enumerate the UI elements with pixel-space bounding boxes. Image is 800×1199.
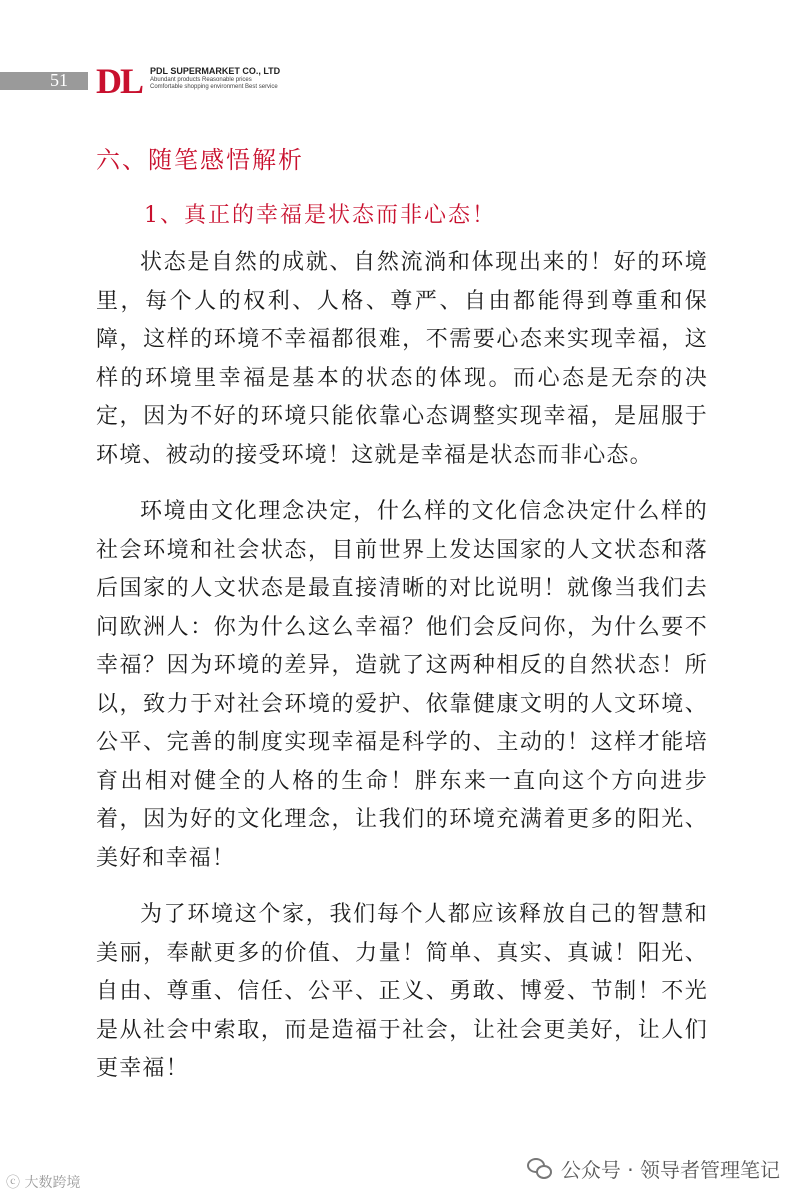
company-logo: DL <box>96 61 143 101</box>
body-text <box>96 244 708 1107</box>
watermark-left: ⓒ 大数跨境 <box>6 1175 81 1191</box>
watermark-right <box>527 1154 780 1183</box>
company-tagline-2: Comfortable shopping environment Best service <box>150 84 278 90</box>
watermark-right-text: 公众号 · 领导者管理笔记 <box>560 1158 780 1182</box>
page-number: 51 <box>50 70 68 90</box>
section-title: 六、随笔感悟解析 <box>96 146 304 174</box>
paragraph: 为了环境这个家，我们每个人都应该释放自己的智慧和美丽，奉献更多的价值、力量！简单、真实、真诚！阳光、自由、尊重、信任、公平、正义、勇敢、博爱、节制！不光是从社会中索取，而是造福于社会，让社会更美好，让人们更幸福！ <box>96 902 708 1081</box>
company-info <box>150 66 280 91</box>
paragraph: 环境由文化理念决定，什么样的文化信念决定什么样的社会环境和社会状态，目前世界上发达国家的人文状态和落后国家的人文状态是最直接清晰的对比说明！就像当我们去问欧洲人：你为什么这么幸福？他们会反问你，为什么要不幸福？因为环境的差异，造就了这两种相反的自然状态！所以，致力于对社会环境的爱护、依靠健康文明的人文环境、公平、完善的制度实现幸福是科学的、主动的！这样才能培育出相对健全的人格的生命！胖东来一直向这个方向进步着，因为好的文化理念，让我们的环境充满着更多的阳光、美好和幸福！ <box>96 499 708 871</box>
wechat-icon <box>527 1158 553 1180</box>
paragraph: 状态是自然的成就、自然流淌和体现出来的！好的环境里，每个人的权利、人格、尊严、自由都能得到尊重和保障，这样的环境不幸福都很难，不需要心态来实现幸福，这样的环境里幸福是基本的状态的体现。而心态是无奈的决定，因为不好的环境只能依靠心态调整实现幸福，是屈服于环境、被动的接受环境！这就是幸福是状态而非心态。 <box>96 250 708 468</box>
header-bar <box>0 72 88 90</box>
sub-title: 1、真正的幸福是状态而非心态！ <box>144 203 496 228</box>
company-tagline-1: Abundant products Reasonable prices <box>150 77 252 83</box>
company-name: PDL SUPERMARKET CO., LTD <box>150 66 281 76</box>
